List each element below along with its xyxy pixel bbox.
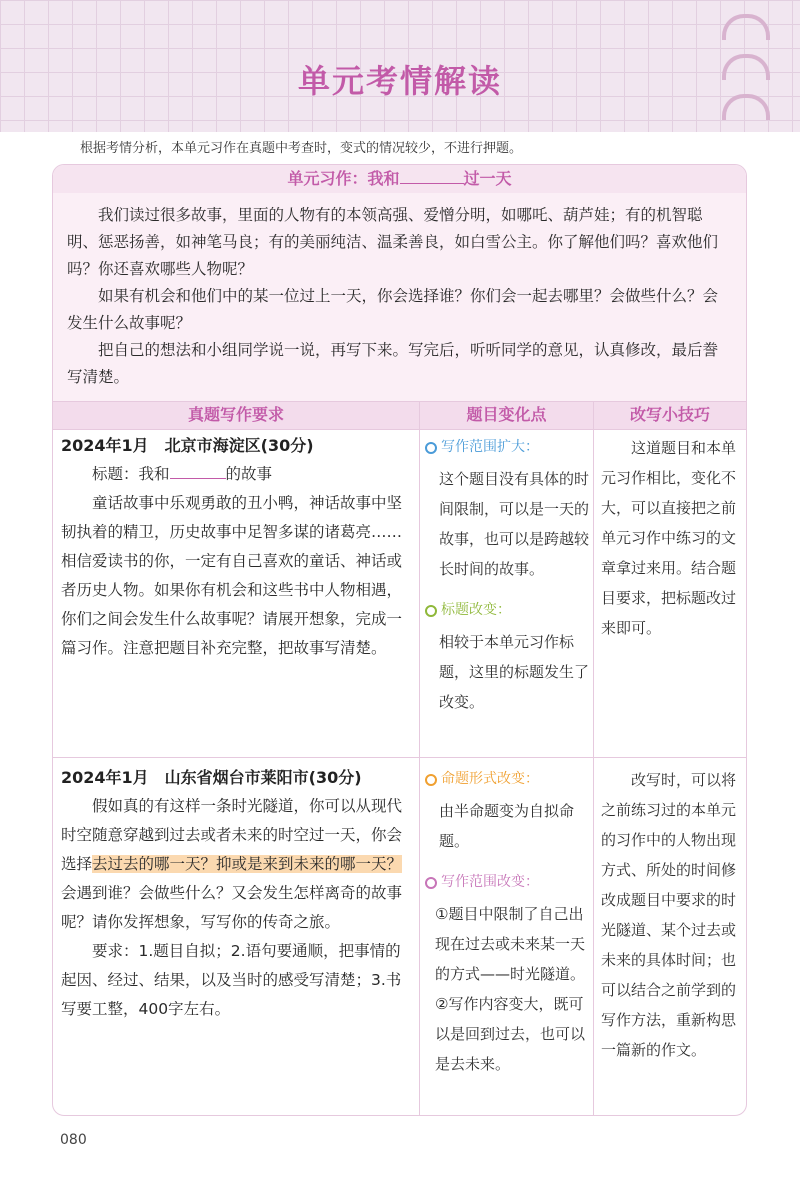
change-tag	[425, 596, 589, 625]
exam-1-requirements	[61, 431, 413, 663]
change-tag	[425, 765, 589, 794]
page-title: 单元考情解读	[297, 62, 502, 100]
change-tag-label: 写作范围扩大：	[441, 439, 539, 455]
change-text: 相较于本单元习作标题，这里的标题发生了改变。	[439, 633, 590, 711]
change-tag	[425, 433, 589, 462]
circle-bullet-icon	[425, 877, 437, 889]
row-divider	[53, 401, 746, 402]
unit-heading-suffix: 过一天	[463, 169, 512, 188]
row-divider	[53, 757, 746, 758]
circle-bullet-icon	[425, 605, 437, 617]
circle-bullet-icon	[425, 442, 437, 454]
change-text: 这个题目没有具体的时间限制，可以是一天的故事，也可以是跨越较长时间的故事。	[439, 470, 590, 578]
unit-heading-prefix: 单元习作：我和	[287, 169, 400, 188]
exam-1-body: 童话故事中乐观勇敢的丑小鸭，神话故事中坚韧执着的精卫，历史故事中足智多谋的诸葛亮……相信爱读书的你，一定有自己喜欢的童话、神话或者历史人物。如果你有机会和这些书中人物相遇，你们之间会发生什么故事呢？请展开想象，完成一篇习作。注意把题目补充完整，把故事写清楚。	[61, 494, 403, 657]
column-header-requirements: 真题写作要求	[53, 401, 419, 429]
exam-2-tip: 改写时，可以将之前练习过的本单元的习作中的人物出现方式、所处的时间修改成题目中要求的时光隧道、某个过去或未来的具体时间；也可以结合之前学到的写作方法，重新构思一篇新的作文。	[601, 771, 737, 1059]
change-tag	[425, 868, 589, 897]
exam-1-changes	[425, 433, 589, 717]
header-banner	[0, 0, 800, 132]
unit-paragraph: 我们读过很多故事，里面的人物有的本领高强、爱憎分明，如哪吒、葫芦娃；有的机智聪明、惩恶扬善，如神笔马良；有的美丽纯洁、温柔善良，如白雪公主。你了解他们吗？喜欢他们吗？你还喜欢哪些人物呢？	[67, 206, 719, 278]
change-tag-label: 写作范围改变：	[441, 874, 539, 890]
unit-description	[53, 193, 746, 401]
row-divider	[53, 429, 746, 430]
unit-paragraph: 如果有机会和他们中的某一位过上一天，你会选择谁？你们会一起去哪里？会做些什么？会发生什么故事呢？	[67, 287, 719, 332]
intro-text: 根据考情分析，本单元习作在真题中考查时，变式的情况较少，不进行押题。	[80, 141, 523, 156]
page-number: 080	[60, 1132, 87, 1148]
exam-2-body-a: 假如真的有这样一条时光隧道，你可以从现代时空随意穿越到过去或者未来的时空过一天，你会选择	[61, 797, 403, 873]
circle-bullet-icon	[425, 774, 437, 786]
exam-1-tip: 这道题目和本单元习作相比，变化不大，可以直接把之前单元习作中练习的文章拿过来用。结合题目要求，把标题改过来即可。	[601, 439, 737, 637]
change-tag-label: 标题改变：	[441, 602, 511, 618]
exam-2-requirement: 要求：1.题目自拟；2.语句要通顺，把事情的起因、经过、结果，以及当时的感受写清楚；3.书写要工整，400字左右。	[61, 942, 402, 1018]
exam-1-topic	[61, 460, 413, 489]
exam-1-title: 2024年1月 北京市海淀区(30分)	[61, 436, 314, 455]
exam-2-requirements	[61, 763, 413, 1024]
binder-ring-icon	[722, 14, 770, 40]
fill-blank	[400, 169, 464, 184]
highlighted-text: 去过去的哪一天？抑或是来到未来的哪一天？	[92, 855, 403, 873]
unit-heading	[53, 165, 746, 194]
change-tag-label: 命题形式改变：	[441, 771, 539, 787]
column-header-tips: 改写小技巧	[594, 401, 746, 429]
change-text: ②写作内容变大，既可以是回到过去，也可以是去未来。	[435, 995, 586, 1073]
exam-2-title: 2024年1月 山东省烟台市莱阳市(30分)	[61, 768, 362, 787]
exam-2-changes	[425, 765, 589, 1079]
column-divider	[419, 401, 420, 1115]
change-text: ①题目中限制了自己出现在过去或未来某一天的方式——时光隧道。	[435, 905, 586, 983]
topic-suffix: 的故事	[225, 465, 273, 483]
content-card	[52, 164, 747, 1116]
fill-blank	[170, 464, 226, 479]
topic-prefix: 标题：我和	[92, 465, 170, 483]
column-divider	[593, 401, 594, 1115]
column-header-changes: 题目变化点	[420, 401, 593, 429]
exam-2-body	[61, 792, 413, 937]
exam-2-body-b: 会遇到谁？会做些什么？又会发生怎样离奇的故事呢？请你发挥想象，写写你的传奇之旅。	[61, 884, 403, 931]
change-text: 由半命题变为自拟命题。	[439, 802, 575, 850]
unit-paragraph: 把自己的想法和小组同学说一说，再写下来。写完后，听听同学的意见，认真修改，最后誊写清楚。	[67, 341, 719, 386]
